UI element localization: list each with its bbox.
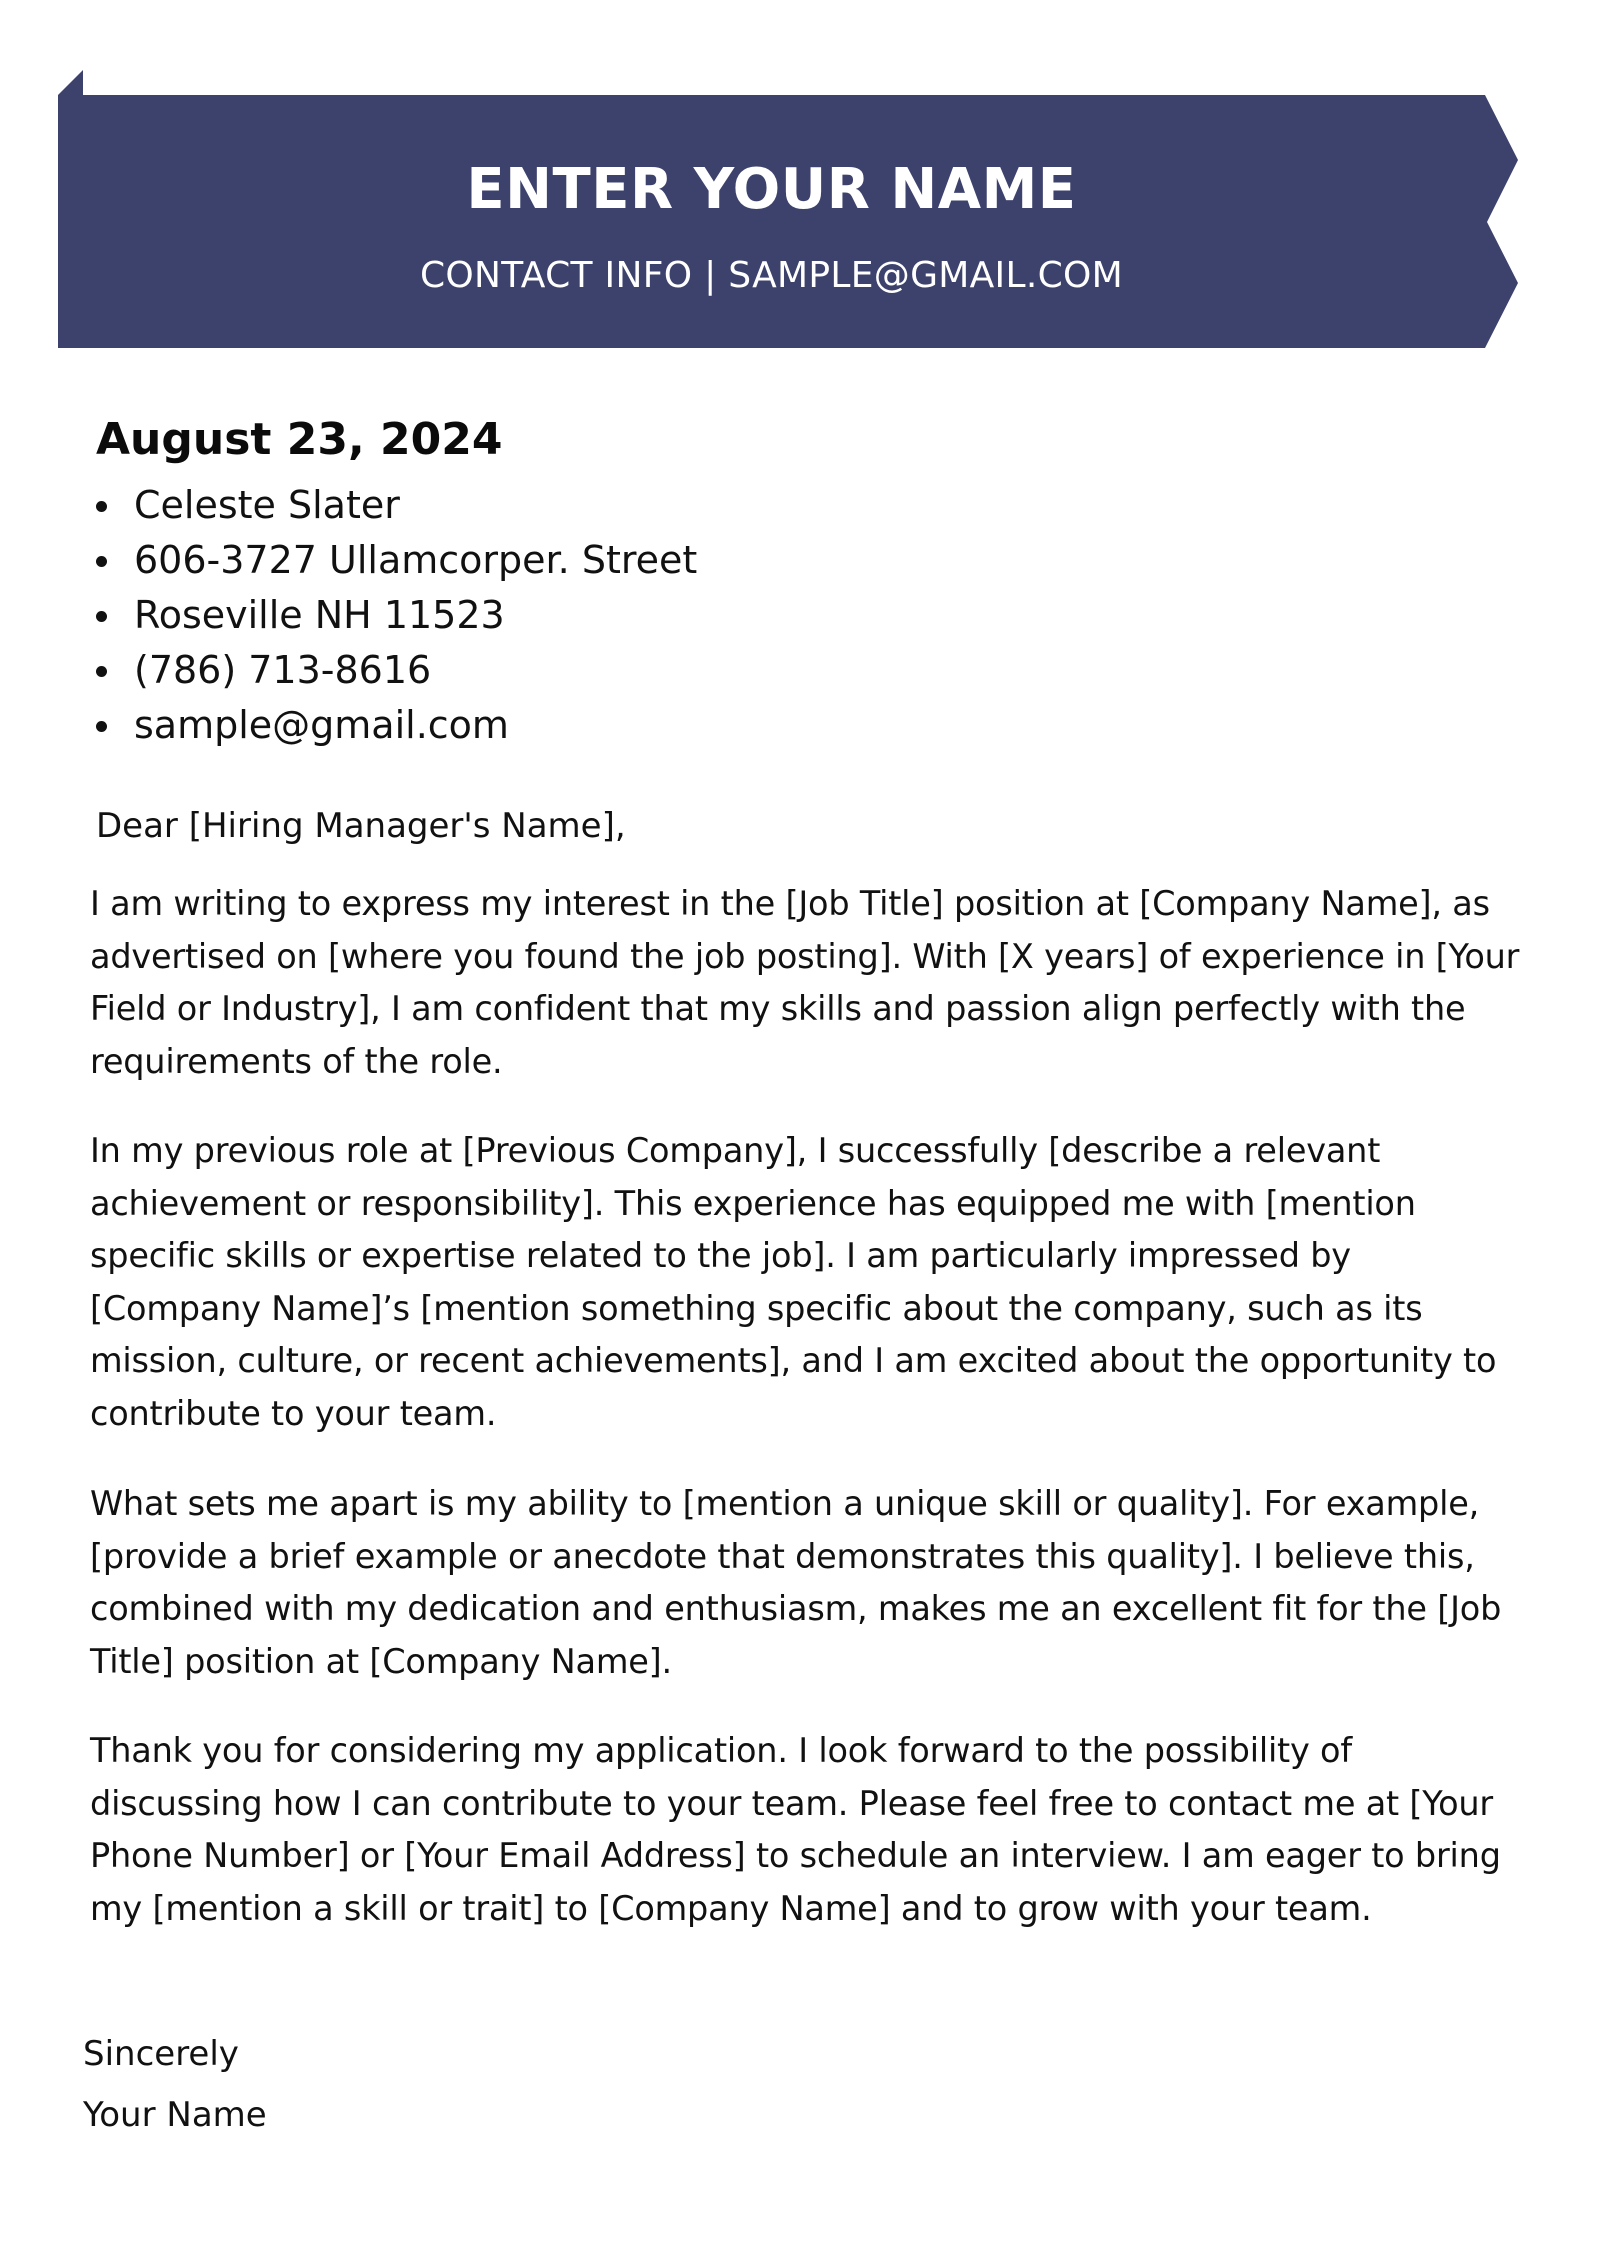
bullet-icon — [96, 556, 107, 567]
bullet-icon — [96, 721, 107, 732]
bullet-icon — [96, 501, 107, 512]
valediction: Sincerely — [83, 2034, 239, 2074]
recipient-phone: (786) 713-8616 — [92, 643, 697, 698]
recipient-name: Celeste Slater — [92, 478, 697, 533]
letter-date: August 23, 2024 — [96, 414, 503, 465]
body-paragraph-experience: In my previous role at [Previous Company], I successfully [describe a relevant achievement or responsibility]. This experience has equipped me with [mention specific skills or expertise related to the job]. I am particularly impressed by [Company Name]’s [mention something specific about the company, such as its mission, culture, or recent achievements], and I am excited about the opportunity to contribute to your team. — [90, 1131, 1497, 1433]
recipient-street: 606-3727 Ullamcorper. Street — [92, 533, 697, 588]
bullet-icon — [96, 611, 107, 622]
body-paragraph-closing: Thank you for considering my application. I look forward to the possibility of discussing how I can contribute to your team. Please feel free to contact me at [Your Phone Number] or [Your Email Address] to schedule an interview. I am eager to bring my [mention a skill or trait] to [Company Name] and to grow with your team. — [90, 1731, 1501, 1928]
banner-fold-flap — [58, 70, 83, 95]
recipient-list — [92, 478, 697, 753]
contact-info: CONTACT INFO | SAMPLE@GMAIL.COM — [419, 255, 1124, 296]
signature-name: Your Name — [83, 2095, 267, 2135]
recipient-city: Roseville NH 11523 — [92, 588, 697, 643]
recipient-email: sample@gmail.com — [92, 698, 697, 753]
closing-block — [83, 2024, 267, 2146]
applicant-name: ENTER YOUR NAME — [466, 157, 1077, 222]
body-paragraph-differentiator: What sets me apart is my ability to [mention a unique skill or quality]. For example, [provide a brief example or anecdote that demonstrates this quality]. I believe this, combined with my dedication and enthusiasm, makes me an excellent fit for the [Job Title] position at [Company Name]. — [90, 1484, 1502, 1681]
salutation: Dear [Hiring Manager's Name], — [96, 806, 626, 846]
body-paragraph-intro: I am writing to express my interest in the [Job Title] position at [Company Name], as advertised on [where you found the job posting]. With [X years] of experience in [Your Field or Industry], I am confident that my skills and passion align perfectly with the requirements of the role. — [90, 884, 1520, 1081]
bullet-icon — [96, 666, 107, 677]
